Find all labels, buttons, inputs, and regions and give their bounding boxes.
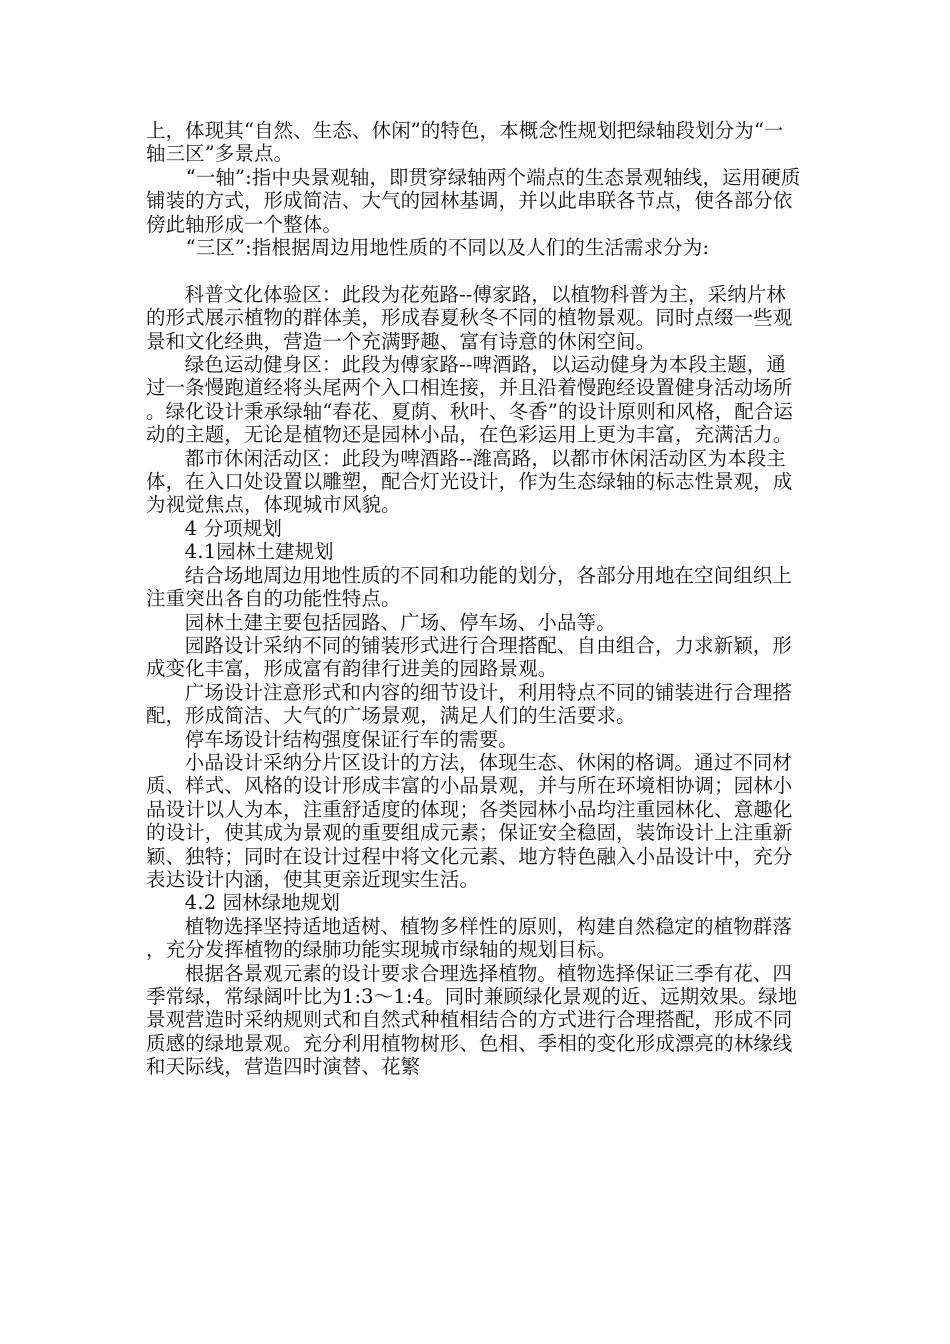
paragraph-leisure-zone: 都市休闲活动区：此段为啤酒路--潍高路，以都市休闲活动区为本段主体，在入口处设置以雕塑，配合灯光设计，作为生态绿轴的标志性景观，成为视觉焦点，体现城市风貌。 bbox=[146, 446, 793, 517]
heading-section-4-1: 4.1园林土建规划 bbox=[184, 540, 334, 564]
paragraph-parking: 停车场设计结构强度保证行车的需要。 bbox=[184, 727, 518, 751]
paragraph-site: 结合场地周边用地性质的不同和功能的划分，各部分用地在空间组织上注重突出各自的功能性特点。 bbox=[146, 563, 793, 611]
heading-section-4: 4 分项规划 bbox=[184, 516, 283, 540]
paragraph-science-zone: 科普文化体验区：此段为花苑路--傅家路，以植物科普为主，采纳片林的形式展示植物的群体美，形成春夏秋冬不同的植物景观。同时点缀一些观景和文化经典，营造一个充满野趣、富有诗意的休闲空间。 bbox=[146, 282, 793, 353]
paragraph-one-axis: “一轴”:指中央景观轴，即贯穿绿轴两个端点的生态景观轴线，运用硬质铺装的方式，形成简洁、大气的园林基调，并以此串联各节点，使各部分依傍此轴形成一个整体。 bbox=[146, 165, 801, 236]
blank-line bbox=[146, 259, 801, 282]
body-text bbox=[146, 119, 801, 1079]
paragraph-features: 小品设计采纳分片区设计的方法，体现生态、休闲的格调。通过不同材质、样式、风格的设计形成丰富的小品景观，并与所在环境相协调；园林小品设计以人为本，注重舒适度的体现；各类园林小品均注重园林化、意趣化的设计，使其成为景观的重要组成元素；保证安全稳固，装饰设计上注重新颖、独特；同时在设计过程中将文化元素、地方特色融入小品设计中，充分表达设计内涵，使其更亲近现实生活。 bbox=[146, 750, 793, 891]
paragraph-intro: 上，体现其“自然、生态、休闲”的特色，本概念性规划把绿轴段划分为“一轴三区”多景点。 bbox=[146, 119, 784, 166]
paragraph-plant-design: 根据各景观元素的设计要求合理选择植物。植物选择保证三季有花、四季常绿，常绿阔叶比为1:3～1:4。同时兼顾绿化景观的近、远期效果。绿地景观营造时采纳规则式和自然式种植相结合的方式进行合理搭配，形成不同质感的绿地景观。充分利用植物树形、色相、季相的变化形成漂亮的林缘线和天际线，营造四时演替、花繁 bbox=[146, 961, 798, 1079]
paragraph-plant-selection: 植物选择坚持适地适树、植物多样性的原则，构建自然稳定的植物群落，充分发挥植物的绿肺功能实现城市绿轴的规划目标。 bbox=[146, 914, 793, 962]
heading-section-4-2: 4.2 园林绿地规划 bbox=[184, 891, 341, 915]
paragraph-plaza: 广场设计注意形式和内容的细节设计，利用特点不同的铺装进行合理搭配，形成简洁、大气的广场景观，满足人们的生活要求。 bbox=[146, 680, 793, 728]
paragraph-paths: 园路设计采纳不同的铺装形式进行合理搭配、自由组合，力求新颖，形成变化丰富，形成富有韵律行进美的园路景观。 bbox=[146, 633, 793, 681]
paragraph-fitness-zone: 绿色运动健身区：此段为傅家路--啤酒路，以运动健身为本段主题，通过一条慢跑道经将头尾两个入口相连接，并且沿着慢跑经设置健身活动场所。绿化设计秉承绿轴“春花、夏荫、秋叶、冬香”的设计原则和风格，配合运动的主题，无论是植物还是园林小品，在色彩运用上更为丰富，充满活力。 bbox=[146, 353, 794, 447]
paragraph-construction: 园林土建主要包括园路、广场、停车场、小品等。 bbox=[184, 610, 616, 634]
paragraph-three-zones: “三区”:指根据周边用地性质的不同以及人们的生活需求分为: bbox=[185, 236, 710, 260]
